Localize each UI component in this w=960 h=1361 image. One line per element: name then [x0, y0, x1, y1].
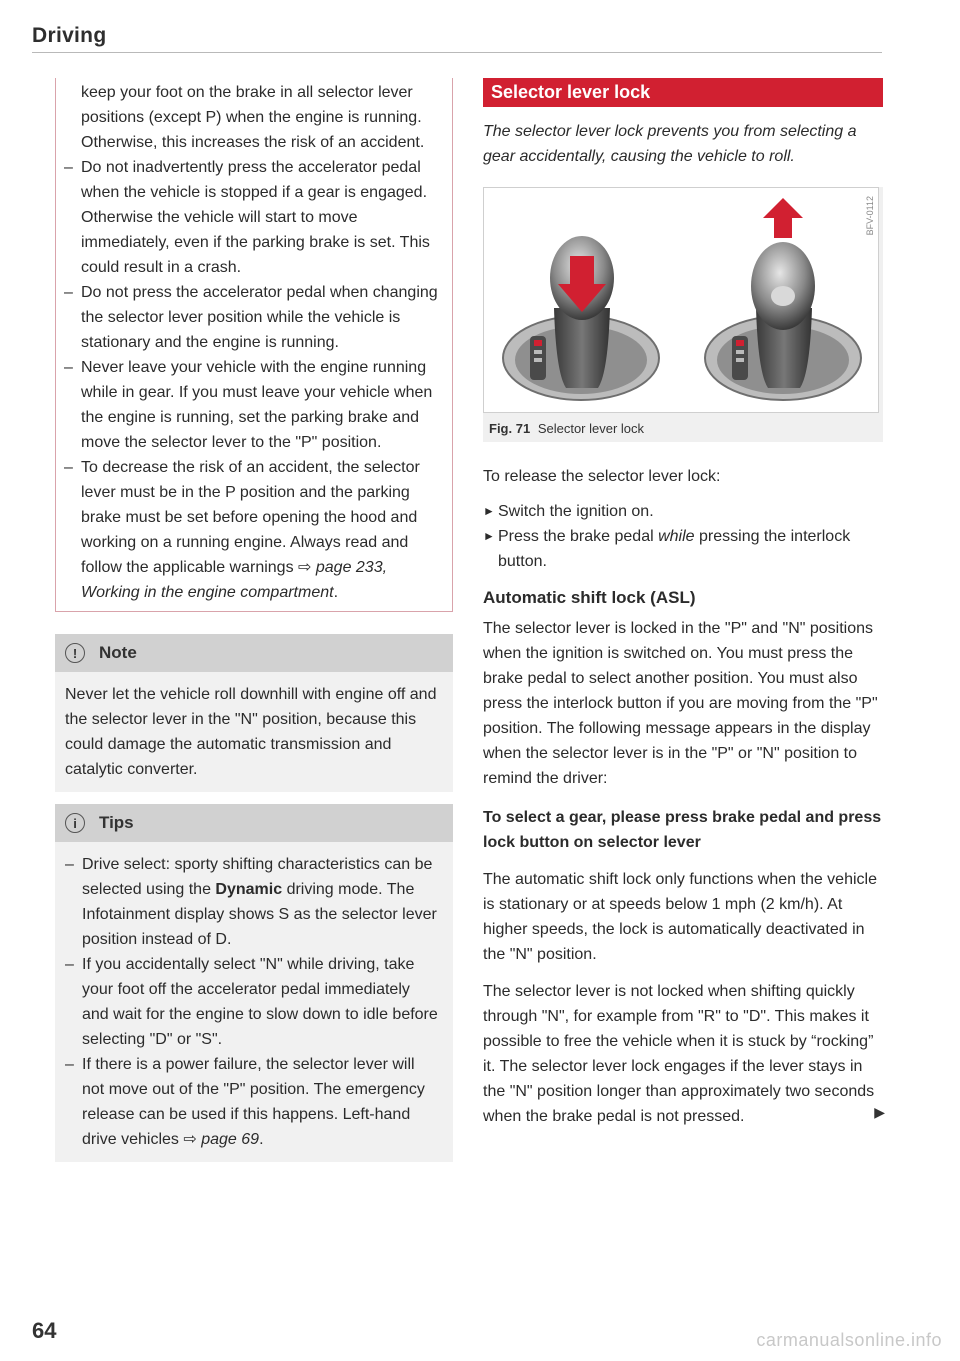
step-text: Switch the ignition on. — [498, 503, 654, 520]
step-emphasis: while — [658, 528, 695, 545]
warning-list — [64, 80, 440, 605]
tips-header — [55, 804, 453, 842]
warning-item — [64, 455, 440, 605]
note-body — [55, 672, 453, 792]
figure-71 — [483, 187, 883, 442]
tips-item — [65, 1052, 441, 1152]
tips-list — [65, 852, 441, 1152]
section-intro: The selector lever lock prevents you from selecting a gear accidentally, causing the vehicle to roll. — [483, 123, 857, 165]
shifter-locked-illustration — [484, 188, 679, 412]
note-text: Never let the vehicle roll downhill with engine off and the selector lever in the "N" position, because this could damage the automatic transmission and catalytic converter. — [65, 686, 437, 778]
figure-caption — [483, 413, 883, 438]
warning-lead: keep your foot on the brake in all selector lever positions (except P) when the engine is running. Otherwise, this increases the risk of an accident. — [81, 84, 425, 151]
dynamic-mode-label: Dynamic — [215, 881, 283, 898]
step-text: Press the brake pedal — [498, 528, 659, 545]
step-triangle-icon: ► — [483, 529, 495, 543]
tips-title: Tips — [99, 813, 134, 832]
continue-arrow-icon: ▶ — [874, 1104, 885, 1120]
tips-box — [55, 804, 453, 1162]
note-title: Note — [99, 643, 137, 662]
release-step — [483, 499, 883, 524]
watermark: carmanualsonline.info — [756, 1330, 942, 1350]
figure-label: Fig. 71 — [489, 421, 531, 436]
note-box — [55, 634, 453, 792]
warning-item: – Never leave your vehicle with the engine running while in gear. If you must leave your vehicle when the engine is running, set the parking brake and move the selector lever to the "P" position. — [64, 355, 440, 455]
tips-body — [55, 842, 453, 1162]
asl-paragraph: The automatic shift lock only functions when the vehicle is stationary or at speeds below 1 mph (2 km/h). At higher speeds, the lock is automatically deactivated in the "N" position. — [483, 871, 877, 963]
shifter-unlocked-illustration — [683, 188, 878, 412]
figure-panel-left — [484, 188, 679, 412]
tips-item-text: Drive select: sporty shifting characteristics can be selected using the — [82, 856, 433, 898]
punctuation: . — [333, 584, 339, 601]
tips-item: – If you accidentally select "N" while driving, take your foot off the accelerator pedal immediately and wait for the engine to slow down to idle before selecting "D" or "S". — [65, 952, 441, 1052]
tips-item-text: If there is a power failure, the selector lever will not move out of the "P" position. The emergency release can be used if this happens. Left-hand drive vehicles — [82, 1056, 425, 1148]
asl-paragraph-text: The selector lever is not locked when shifting quickly through "N", for example from "R" to "D". This makes it possible to free the vehicle when it is stuck by “rocking” it. The selector lever lock engages if the lever stays in the "N" position longer than approximately two seconds when the brake pedal is not pressed. — [483, 983, 875, 1125]
info-circle-icon: i — [65, 813, 85, 833]
asl-paragraph: The selector lever is locked in the "P" and "N" positions when the ignition is switched on. You must press the brake pedal to select another position. You must also press the interlock button if you are moving from the "P" position. The following message appears in the display when the selector lever is in the "P" or "N" position to remind the driver: — [483, 620, 878, 787]
step-triangle-icon: ► — [483, 504, 495, 518]
page-reference-link[interactable]: ⇨ page 233, Working in the engine compartment — [81, 559, 388, 601]
asl-paragraph — [483, 979, 883, 1129]
asl-heading: Automatic shift lock (ASL) — [483, 588, 696, 607]
note-header — [55, 634, 453, 672]
right-column — [483, 78, 883, 1139]
figure-image — [483, 187, 879, 413]
display-message: To select a gear, please press brake pedal and press lock button on selector lever — [483, 809, 882, 851]
tips-item — [65, 852, 441, 952]
section-title-bar: Selector lever lock — [483, 78, 883, 107]
page-header-title: Driving — [32, 24, 107, 47]
exclamation-circle-icon: ! — [65, 643, 85, 663]
page-number: 64 — [32, 1318, 57, 1343]
figure-panel-right — [683, 188, 878, 412]
figure-caption-text: Selector lever lock — [537, 421, 645, 436]
page-reference-link[interactable]: ⇨ page 69 — [183, 1131, 260, 1148]
warning-box-continued — [55, 78, 453, 612]
left-column — [55, 78, 453, 1174]
step-text: pressing the interlock button. — [498, 528, 851, 570]
warning-item-text: To decrease the risk of an accident, the selector lever must be in the P position and the parking brake must be set before opening the hood and working on a running engine. Always read and follow the applicable warnings — [81, 459, 420, 576]
release-step — [483, 524, 883, 574]
punctuation: . — [259, 1131, 264, 1148]
release-intro: To release the selector lever lock: — [483, 468, 721, 485]
warning-item: – Do not inadvertently press the accelerator pedal when the vehicle is stopped if a gear is engaged. Otherwise the vehicle will start to move immediately, even if the parking brake is set. This could result in a crash. — [64, 155, 440, 280]
warning-item: – Do not press the accelerator pedal when changing the selector lever position while the vehicle is stationary and the engine is running. — [64, 280, 440, 355]
tips-item-text: driving mode. The Infotainment display shows S as the selector lever position instead of D. — [82, 881, 437, 948]
header-rule — [32, 52, 882, 53]
figure-code: BFV-0112 — [865, 196, 875, 236]
